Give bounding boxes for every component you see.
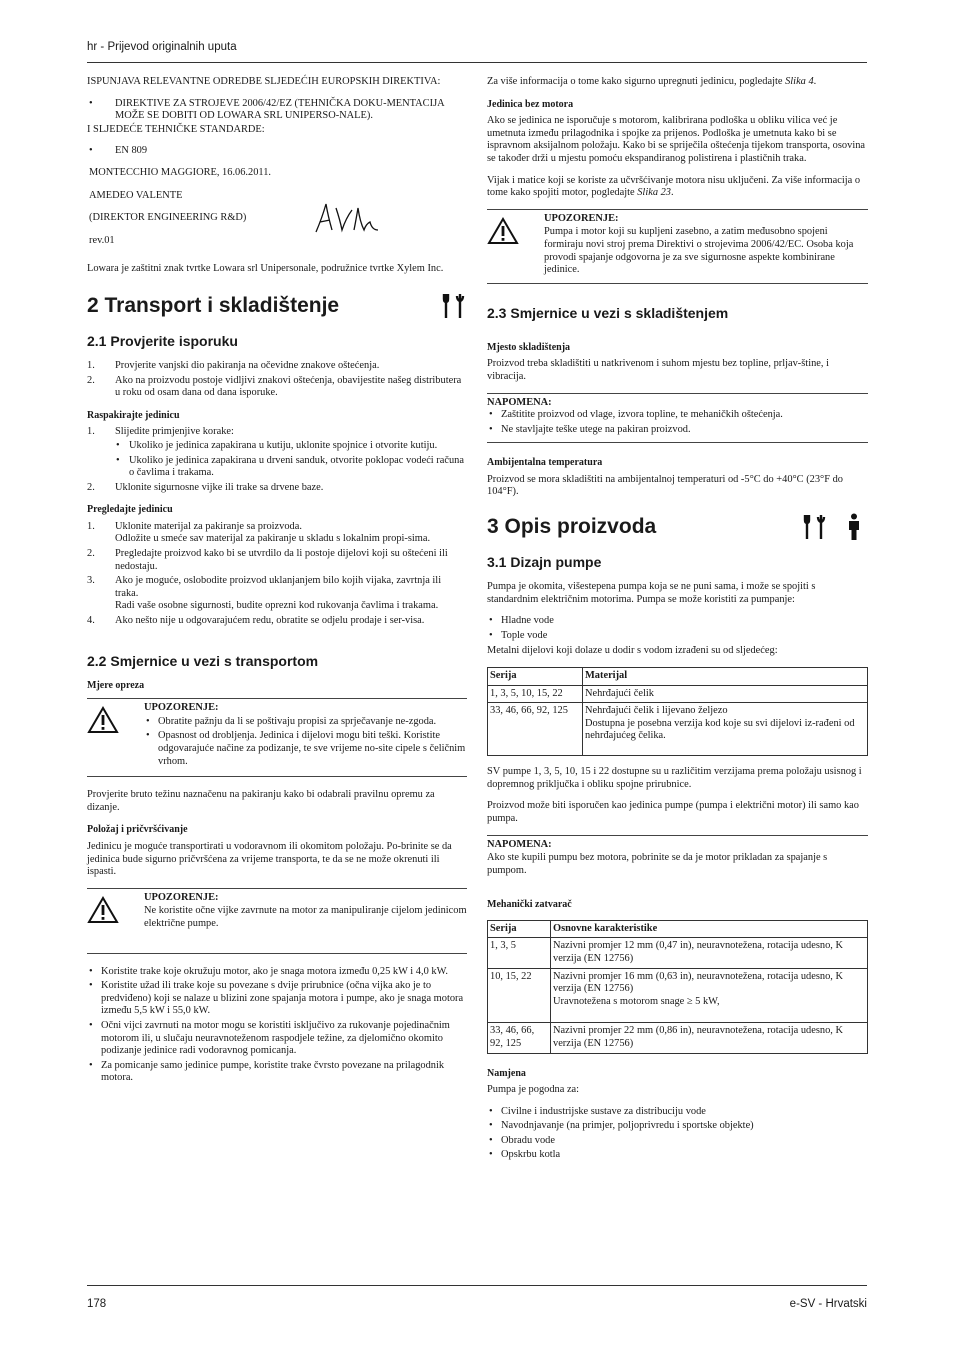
list-item: • Za pomicanje samo jedinice pumpe, koristite trake čvrsto povezane na prilagodnik motora. bbox=[87, 1060, 467, 1085]
screws-text: Vijak i matice koji se koriste za učvršćivanje motora nisu uključeni. Za više informacija o tome kako spojiti motor, pogledajte Slika 23. bbox=[487, 174, 861, 199]
table-cell: Nazivni promjer 16 mm (0,63 in), neuravnotežena, rotacija udesno, K verzija (EN 12756) Uravnotežena s motorom snage ≥ 5 kW, bbox=[551, 968, 868, 1023]
table-row bbox=[488, 968, 868, 1023]
transport-list bbox=[87, 966, 467, 1085]
storage-location-title: Mjesto skladištenja bbox=[487, 341, 571, 353]
list-item: • DIREKTIVE ZA STROJEVE 2006/42/EZ (TEHNIČKA DOKU-MENTACIJA MOŽE SE DOBITI OD LOWARA SRL UNIPERSO-NALE). bbox=[87, 98, 467, 123]
delivery-check-list bbox=[87, 360, 467, 400]
note-text: Ako ste kupili pumpu bez motora, pobrinite se da je motor prikladan za spajanje s pumpom. bbox=[487, 851, 828, 876]
list-item: 4. Ako nešto nije u odgovarajućem redu, obratite se odjelu prodaje i ser-visa. bbox=[87, 615, 425, 627]
directives-list bbox=[87, 98, 467, 123]
table-cell: 1, 3, 5, 10, 15, 22 bbox=[488, 685, 583, 703]
list-item: • Opskrbu kotla bbox=[487, 1149, 868, 1162]
list-item: 2. Pregledajte proizvod kako bi se utvrdilo da li postoje dijelovi koji su oštećeni ili nedostaju. bbox=[87, 548, 448, 572]
header-rule bbox=[87, 62, 867, 63]
signer-name: AMEDEO VALENTE bbox=[89, 189, 183, 201]
table-cell: 33, 46, 66, 92, 125 bbox=[488, 703, 583, 756]
tools-icon bbox=[441, 292, 467, 320]
seal-table bbox=[487, 920, 868, 1054]
section-3-1-title: 3.1 Dizajn pumpe bbox=[487, 554, 602, 571]
warning-label: UPOZORENJE: bbox=[144, 702, 219, 714]
trademark-note: Lowara je zaštitni znak tvrtke Lowara srl Unipersonale, podružnice tvrtke Xylem Inc. bbox=[87, 263, 444, 275]
table-cell: Nehrđajući čelik i lijevano željezo Dostupna je posebna verzija kod koje su svi dijelovi iz-rađeni od nehrđajućeg čelika. bbox=[583, 703, 868, 756]
list-item: • Tople vode bbox=[487, 630, 868, 643]
footer-rule bbox=[87, 1285, 867, 1286]
place-date: MONTECCHIO MAGGIORE, 16.06.2011. bbox=[89, 166, 272, 178]
inspect-title: Pregledajte jedinicu bbox=[87, 504, 173, 516]
sub-list-item: • Ukoliko je jedinica zapakirana u kutiju, uklonite spojnice i otvorite kutiju. bbox=[87, 440, 467, 453]
purpose-title: Namjena bbox=[487, 1067, 526, 1079]
list-item: • Opasnost od drobljenja. Jedinica i dijelovi mogu biti teški. Koristite odgovarajuće načine za podizanje, te svе vrijeme no-site cipele s čeličnim vrhom. bbox=[144, 730, 467, 768]
note-label: NAPOMENA: bbox=[487, 839, 552, 851]
liquids-list bbox=[487, 615, 868, 642]
design-text: Pumpa je okomita, višestepena pumpa koja se ne puni sama, i može se spojiti s standardnim električnim motorima. Pumpa se može koristiti za pumpanje: bbox=[487, 581, 816, 605]
unpack-list bbox=[87, 426, 467, 494]
note-box bbox=[487, 835, 868, 877]
list-item: • Navodnjavanje (na primjer, poljoprivredu i sportske objekte) bbox=[487, 1120, 868, 1133]
person-icon bbox=[846, 513, 862, 541]
warning-box bbox=[87, 888, 467, 954]
table-row bbox=[488, 685, 868, 703]
tools-icon bbox=[802, 513, 828, 541]
warning-icon bbox=[87, 892, 144, 947]
storage-location-text: Proizvod treba skladištiti u natkrivenom i suhom mjestu bez topline, prljav-štine, i vibracija. bbox=[487, 358, 829, 382]
table-row bbox=[488, 1023, 868, 1053]
section-3-title: 3 Opis proizvoda bbox=[487, 515, 657, 539]
list-item: • Koristite užad ili trake koje su povezane s dvije prirubnice (očna vijka ako je to predviđeno) koji se nalaze u blizini zone spajanja motora i pumpe, ako je snaga motora između 5,5 kW i 55,0 kW. bbox=[87, 980, 467, 1018]
ambient-title: Ambijentalna temperatura bbox=[487, 457, 603, 469]
purpose-list bbox=[487, 1106, 868, 1162]
list-item: 1. Provjerite vanjski dio pakiranja na očevidne znakove oštećenja. bbox=[87, 359, 380, 371]
warning-icon bbox=[87, 702, 144, 770]
section-2-heading bbox=[87, 292, 467, 320]
table-header-row bbox=[488, 920, 868, 938]
ambient-text: Proizvod se mora skladištiti na ambijentalnoj temperaturi od -5°C do +40°C (23°F do 104°F). bbox=[487, 473, 843, 498]
section-2-3-title: 2.3 Smjernice u vezi s skladištenjem bbox=[487, 304, 729, 321]
table-cell: 10, 15, 22 bbox=[488, 968, 551, 1023]
warning-box bbox=[87, 698, 467, 777]
note-box bbox=[487, 393, 868, 444]
table-cell: 1, 3, 5 bbox=[488, 938, 551, 968]
standards-list bbox=[87, 145, 467, 158]
standards-intro: I SLJEDEĆE TEHNIČKE STANDARDE: bbox=[87, 123, 265, 135]
list-item: 1. Slijedite primjenjive korake: • Ukoliko je jedinica zapakirana u kutiju, uklonite spojnice i otvorite kutiju. • Ukoliko je jedinica zapakirana u drveni sanduk, otvorite poklopac vodeći računa o čavlima i trakama. bbox=[87, 426, 467, 479]
right-column bbox=[487, 76, 868, 1171]
position-text: Jedinicu je moguće transportirati u vodoravnom ili okomitom položaju. Po-brinite se da jedinica bude sigurno pričvršćena za vrijeme transporta, te da se ne može okrenuti ili ispasti. bbox=[87, 840, 452, 878]
warning-text: Ne koristite očne vijke zavrnute na motor za manipuliranje cijelom jedinicom električne pumpe. bbox=[144, 905, 467, 929]
list-item: 2. Ako na proizvodu postoje vidljivi znakovi oštećenja, obavijestite našeg distributera u roku od osam dana od dana isporuke. bbox=[87, 374, 462, 399]
warning-label: UPOZORENJE: bbox=[544, 212, 619, 224]
table-row bbox=[488, 938, 868, 968]
table-cell: Nazivni promjer 22 mm (0,86 in), neuravnotežena, rotacija udesno, K verzija (EN 12756) bbox=[551, 1023, 868, 1053]
list-item: 2. Uklonite sigurnosne vijke ili trake sa drvene baze. bbox=[87, 481, 324, 493]
running-header: hr - Prijevod originalnih uputa bbox=[87, 41, 237, 53]
purpose-text: Pumpa je pogodna za: bbox=[487, 1084, 580, 1096]
list-item: • Ne stavljajte teške utege na pakiran proizvod. bbox=[487, 424, 868, 437]
list-item: 3. Ako je moguće, oslobodite proizvod uklanjanjem bilo kojih vijaka, zavrtnja ili traka. Radi vaše osobne sigurnosti, budite oprezni kod rukovanja čavlima i trakama. bbox=[87, 575, 442, 612]
materials-table bbox=[487, 667, 868, 756]
list-item: • Koristite trake koje okružuju motor, ako je snaga motora između 0,25 kW i 4,0 kW. bbox=[87, 966, 467, 979]
gross-weight-text: Provjerite bruto težinu naznačenu na pakiranju kako bi odabrali pravilnu opremu za dizanje. bbox=[87, 789, 435, 813]
column-header: Materijal bbox=[583, 668, 868, 686]
no-motor-title: Jedinica bez motora bbox=[487, 98, 574, 110]
table-cell: 33, 46, 66, 92, 125 bbox=[488, 1023, 551, 1053]
section-2-title: 2 Transport i skladištenje bbox=[87, 293, 340, 317]
section-2-2-title: 2.2 Smjernice u vezi s transportom bbox=[87, 652, 319, 669]
list-item: • Hladne vode bbox=[487, 615, 868, 628]
list-item: 1. Uklonite materijal za pakiranje sa proizvoda. Odložite u smeće sav materijal za pakiranje u skladu s lokalnim propi-sima. bbox=[87, 520, 431, 545]
list-item: • Očni vijci zavrnuti na motor mogu se koristiti isključivo za rukovanje pojedinačnim motorom ili, u slučaju neuravnoteženom raspodjele težine, za djelomično okomito podizanje jedinice radi vodoravnog pomicanja. bbox=[87, 1020, 467, 1058]
column-header: Serija bbox=[488, 668, 583, 686]
precautions-title: Mjere opreza bbox=[87, 679, 145, 691]
page-number: 178 bbox=[87, 1298, 107, 1310]
revision: rev.01 bbox=[89, 234, 115, 246]
table-row bbox=[488, 703, 868, 756]
column-header: Serija bbox=[488, 920, 551, 938]
unpack-title: Raspakirajte jedinicu bbox=[87, 409, 180, 421]
list-item: • Civilne i industrijske sustave za distribuciju vode bbox=[487, 1106, 868, 1119]
signer-role: (DIREKTOR ENGINEERING R&D) bbox=[89, 212, 247, 224]
section-3-heading bbox=[487, 513, 868, 541]
versions-text: SV pumpe 1, 3, 5, 10, 15 i 22 dostupne su u različitim verzijama prema položaju usisnog i dopremnog priključka i obliku spojne prirubnice. bbox=[487, 766, 862, 790]
warning-box bbox=[487, 209, 868, 284]
harness-info: Za više informacija o tome kako sigurno upregnuti jedinicu, pogledajte Slika 4. bbox=[487, 76, 817, 87]
list-item: • Obratite pažnju da li se poštivaju propisi za sprječavanje ne-zgoda. bbox=[144, 716, 467, 729]
warning-icon bbox=[487, 213, 544, 277]
list-item: • Zaštitite proizvod od vlage, izvora topline, te mehaničkih oštećenja. bbox=[487, 409, 868, 422]
signature-image bbox=[312, 200, 382, 236]
warning-label: UPOZORENJE: bbox=[144, 891, 219, 903]
seal-title: Mehanički zatvarač bbox=[487, 899, 572, 911]
directives-intro: ISPUNJAVA RELEVANTNE ODREDBE SLJEDEĆIH EUROPSKIH DIREKTIVA: bbox=[87, 76, 441, 87]
inspect-list bbox=[87, 521, 467, 628]
section-2-1-title: 2.1 Provjerite isporuku bbox=[87, 332, 238, 349]
delivery-text: Proizvod može biti isporučen kao jedinica pumpe (pumpa i električni motor) ili samo kao pumpa. bbox=[487, 800, 859, 824]
metal-parts-text: Metalni dijelovi koji dolaze u dodir s vodom izrađeni su od sljedećeg: bbox=[487, 645, 778, 657]
footer-title: e-SV - Hrvatski bbox=[789, 1298, 867, 1310]
warning-text: Pumpa i motor koji su kupljeni zasebno, a zatim međusobno spojeni formiraju novi stroj prema Direktivi o strojevima 2006/42/EC. Osoba koja provodi spajanje odgovorna je za sve sigurnosne aspekte kombinirane jedinice. bbox=[544, 226, 854, 276]
list-item: • Obradu vode bbox=[487, 1135, 868, 1148]
table-cell: Nazivni promjer 12 mm (0,47 in), neuravnotežena, rotacija udesno, K verzija (EN 12756) bbox=[551, 938, 868, 968]
column-header: Osnovne karakteristike bbox=[551, 920, 868, 938]
left-column bbox=[87, 76, 467, 1094]
list-item: • EN 809 bbox=[87, 145, 467, 158]
no-motor-text: Ako se jedinica ne isporučuje s motorom, kalibrirana podloška u obliku vilica već je umetnuta između prilagodnika i spojke za prijenos. Podloška je umetnuta kako bi se ispravnom aksijalnom položaju. Kako bi se spriječila oštećenja tijekom transporta, osovina se također drži u mjestu pomoću ekspandiranog polistirena i plastičnih traka. bbox=[487, 115, 866, 164]
note-label: NAPOMENA: bbox=[487, 396, 552, 408]
position-title: Položaj i pričvršćivanje bbox=[87, 824, 188, 836]
table-cell: Nehrđajući čelik bbox=[583, 685, 868, 703]
sub-list-item: • Ukoliko je jedinica zapakirana u drveni sanduk, otvorite poklopac vodeći računa o čavlima i trakama. bbox=[87, 455, 467, 480]
table-header-row bbox=[488, 668, 868, 686]
